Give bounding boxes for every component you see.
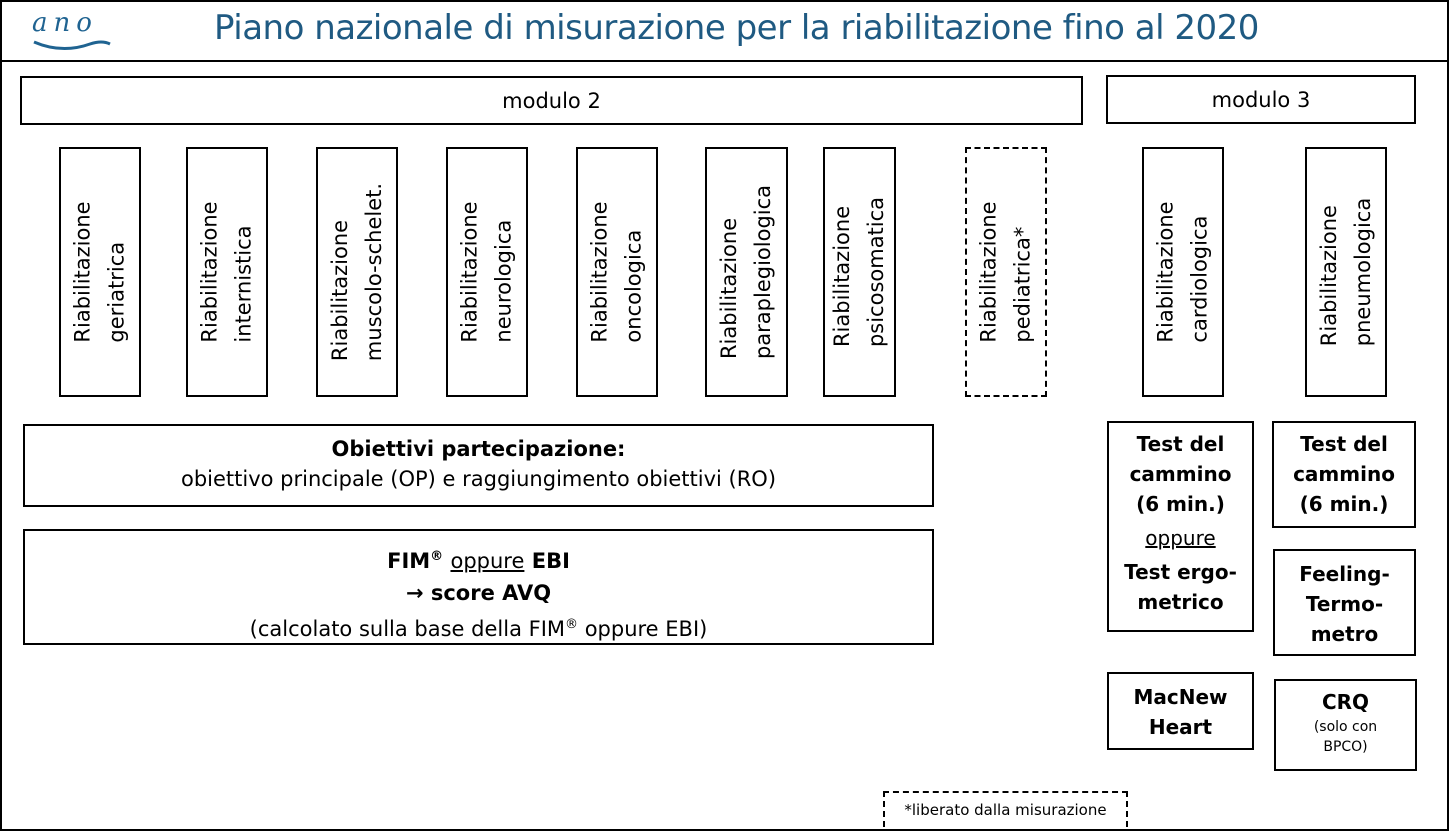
rehab-muscolo-schelet — [316, 147, 398, 397]
feel-line: Termo- — [1305, 592, 1384, 616]
walk-line: cammino — [1293, 462, 1395, 486]
rehab-label: Riabilitazione — [198, 201, 223, 343]
rehab-label: Riabilitazione — [1154, 201, 1179, 343]
pneumo-walk-test-box — [1272, 421, 1416, 528]
page-title: Piano nazionale di misurazione per la riabilitazione fino al 2020 — [214, 8, 1259, 48]
walk-line: (6 min.) — [1299, 492, 1389, 516]
fim-ebi: EBI — [531, 549, 570, 573]
footnote-box — [883, 791, 1128, 827]
header — [0, 0, 1449, 62]
ergo-line: metrico — [1137, 590, 1224, 614]
walk-line: Test del — [1300, 432, 1388, 456]
fim-score: → score AVQ — [405, 581, 552, 605]
fim-reg: ® — [430, 549, 444, 564]
objectives-text: obiettivo principale (OP) e raggiungimento obiettivi (RO) — [180, 467, 777, 491]
fim-line — [25, 541, 932, 577]
fim-calc — [25, 609, 932, 645]
walk-line: (6 min.) — [1136, 492, 1225, 516]
rehab-type: geriatrica — [105, 241, 130, 343]
rehab-label: Riabilitazione — [977, 201, 1002, 343]
logo-swoosh-icon — [32, 32, 114, 54]
rehab-type: neurologica — [492, 219, 517, 343]
feel-line: metro — [1310, 622, 1379, 646]
objectives-box — [23, 424, 934, 507]
rehab-type: muscolo-schelet. — [362, 182, 387, 362]
logo-text: ano — [32, 8, 98, 38]
fim-or: oppure — [450, 549, 525, 573]
rehab-label: Riabilitazione — [830, 205, 855, 348]
rehab-pediatrica — [965, 147, 1047, 397]
rehab-type: pediatrica* — [1011, 226, 1036, 343]
fim-calc-pre: (calcolato sulla base della FIM — [249, 617, 566, 641]
rehab-label: Riabilitazione — [458, 201, 483, 343]
rehab-geriatrica — [59, 147, 141, 397]
crq-note: (solo con — [1313, 719, 1378, 735]
macnew-line: Heart — [1148, 715, 1213, 739]
rehab-type: pneumologica — [1351, 197, 1375, 347]
rehab-type: psicosomatica — [864, 196, 889, 348]
header-divider — [0, 60, 1449, 62]
feel-line: Feeling- — [1299, 562, 1390, 586]
crq-title: CRQ — [1321, 690, 1370, 714]
rehab-cardiologica — [1142, 147, 1224, 397]
walk-line: Test del — [1136, 432, 1225, 456]
rehab-type: cardiologica — [1188, 215, 1213, 343]
rehab-type: oncologica — [622, 229, 647, 343]
rehab-label: Riabilitazione — [1317, 205, 1341, 347]
rehab-type: internistica — [232, 225, 257, 343]
rehab-neurologica — [446, 147, 528, 397]
footnote-text: *liberato dalla misurazione — [904, 801, 1107, 819]
rehab-psicosomatica — [823, 147, 896, 397]
module-2-label: modulo 2 — [502, 88, 601, 113]
feeling-thermo-box — [1273, 549, 1416, 656]
rehab-type: paraplegiologica — [751, 184, 776, 360]
crq-note: BPCO) — [1323, 739, 1368, 755]
module-3-label: modulo 3 — [1211, 87, 1311, 112]
rehab-label: Riabilitazione — [71, 201, 96, 343]
rehab-oncologica — [576, 147, 658, 397]
module-3-header — [1106, 75, 1416, 124]
module-2-header — [20, 76, 1083, 125]
cardio-or: oppure — [1145, 526, 1216, 550]
rehab-label: Riabilitazione — [717, 217, 742, 360]
rehab-internistica — [186, 147, 268, 397]
cardio-walk-test-box — [1107, 421, 1254, 632]
objectives-title: Obiettivi partecipazione: — [331, 437, 626, 461]
macnew-box — [1107, 672, 1254, 750]
crq-box — [1274, 679, 1417, 771]
rehab-pneumologica — [1305, 147, 1387, 397]
macnew-line: MacNew — [1133, 685, 1228, 709]
fim-calc-reg: ® — [565, 617, 579, 632]
rehab-label: Riabilitazione — [588, 201, 613, 343]
ano-logo — [32, 10, 114, 50]
rehab-paraplegiologica — [705, 147, 788, 397]
rehab-label: Riabilitazione — [328, 219, 353, 362]
fim-label: FIM — [387, 549, 431, 573]
ergo-line: Test ergo- — [1124, 560, 1237, 584]
fim-ebi-box — [23, 529, 934, 645]
fim-calc-post: oppure EBI) — [578, 617, 708, 641]
walk-line: cammino — [1129, 462, 1232, 486]
